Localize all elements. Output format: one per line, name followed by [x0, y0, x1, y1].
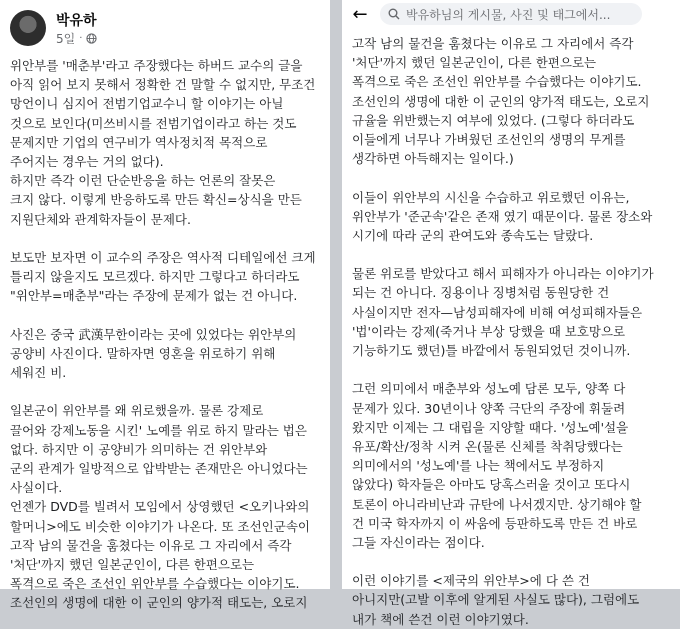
text-line: 군의 관계가 일방적으로 압박받는 존재만은 아니었다는	[10, 460, 308, 476]
text-line: 아직 읽어 보지 못해서 정확한 건 말할 수 없지만, 무조건	[10, 77, 316, 93]
text-line: 일본군이 위안부를 왜 위로했을까. 물론 강제로	[10, 403, 264, 419]
text-line: 사실이다.	[10, 480, 63, 496]
avatar[interactable]	[10, 10, 46, 46]
text-line: 위안부를 '매춘부'라고 주장했다는 하버드 교수의 글을	[10, 58, 303, 73]
text-line: 것으로 보인다(미쓰비시를 전범기업이라고 하는 것도	[10, 115, 297, 131]
text-line: '처단'까지 했던 일본군인이, 다른 한편으로는	[352, 55, 597, 71]
text-line: 폭격으로 죽은 조선인 위안부를 수습했다는 이야기도.	[352, 74, 642, 90]
post-panel-left	[0, 0, 330, 611]
text-line: 망언이니 심지어 전범기업교수니 할 이야기는 아닐	[10, 96, 284, 112]
paragraph-gap	[352, 360, 678, 379]
post-body-text-continued	[352, 34, 678, 629]
text-line: 이들에게 너무나 가벼웠던 조선인의 생명의 무게를	[352, 131, 626, 147]
paragraph-gap	[10, 229, 326, 248]
text-line: 고작 남의 물건을 훔쳤다는 이유로 그 자리에서 즉각	[10, 537, 292, 553]
search-icon	[388, 8, 400, 20]
text-line: 공양비 사진이다. 말하자면 영혼을 위로하기 위해	[10, 345, 276, 361]
text-line: 의미에서의 '성노예'를 나는 책에서도 부정하지	[352, 458, 605, 474]
text-line: 그들 자신이라는 점이다.	[352, 534, 485, 550]
text-line: 아니지만(고발 이후에 알게된 사실도 많다), 그럼에도	[352, 592, 640, 608]
text-line: 않았다) 학자들은 아마도 당혹스러울 것이고 또다시	[352, 477, 631, 493]
text-line: 폭격으로 죽은 조선인 위안부를 수습했다는 이야기도.	[10, 576, 300, 592]
text-line: 할머니>에도 비슷한 이야기가 나온다. 또 조선인군속이	[10, 518, 310, 534]
globe-icon	[86, 33, 97, 44]
text-line: 되는 건 아니다. 징용이나 징병처럼 동원당한 건	[352, 285, 610, 301]
text-line: 규율을 위반했는지 여부에 있었다. (그렇다 하더라도	[352, 112, 635, 128]
post-meta	[56, 30, 97, 47]
text-line: '법'이라는 강제(죽거나 부상 당했을 때 보호망으로	[352, 323, 626, 339]
text-line: 그런 의미에서 매춘부와 성노예 담론 모두, 양쪽 다	[352, 381, 626, 397]
search-placeholder: 박유하님의 게시물, 사진 및 태그에서...	[406, 7, 611, 22]
text-line: 생각하면 아득해지는 일이다.)	[352, 151, 514, 167]
text-line: 주어지는 경우는 거의 없다).	[10, 153, 164, 169]
text-line: 끌어와 강제노동을 시킨' 노예를 위로 하지 말라는 법은	[10, 422, 307, 438]
post-time[interactable]: 5일	[56, 32, 76, 46]
text-line: 하지만 즉각 이런 단순반응을 하는 언론의 잘못은	[10, 173, 276, 189]
text-line: 세워진 비.	[10, 365, 67, 380]
text-line: 고작 남의 물건을 훔쳤다는 이유로 그 자리에서 즉각	[352, 36, 634, 51]
text-line: 이들이 위안부의 시신을 수습하고 위로했던 이유는,	[352, 189, 630, 205]
text-line: 토론이 아니라비난과 규탄에 나서겠지만. 상기해야 할	[352, 496, 642, 512]
text-line: 시기에 따라 군의 관여도와 종속도는 달랐다.	[352, 227, 594, 243]
profile-search-input[interactable]	[380, 3, 642, 25]
text-line: 보도만 보자면 이 교수의 주장은 역사적 디테일에선 크게	[10, 249, 316, 265]
text-line: "위안부=매춘부"라는 주장에 문제가 없는 건 아니다.	[10, 288, 298, 304]
post-body-text	[10, 56, 326, 612]
text-line: 위안부가 '준군속'같은 존재 였기 때문이다. 물론 장소와	[352, 208, 653, 224]
meta-separator: ·	[79, 33, 83, 44]
post-header	[10, 8, 320, 48]
post-panel-right	[342, 0, 680, 627]
text-line: 문제지만 기업의 연구비가 역사정치적 목적으로	[10, 134, 268, 150]
text-line: 조선인의 생명에 대한 이 군인의 양가적 태도는, 오로지	[10, 595, 308, 611]
paragraph-gap	[352, 168, 678, 187]
text-line: 크지 않다. 이렇게 반응하도록 만든 확신=상식을 만든	[10, 192, 302, 208]
text-line: 사실이지만 전자—남성피해자에 비해 여성피해자들은	[352, 304, 643, 320]
text-line: 내가 책에 쓴건 이런 이야기였다.	[352, 611, 529, 627]
text-line: 물론 위로를 받았다고 해서 피해자가 아니라는 이야기가	[352, 266, 654, 282]
text-line: 없다. 하지만 이 공양비가 의미하는 건 위안부와	[10, 441, 268, 457]
text-line: 이런 이야기를 <제국의 위안부>에 다 쓴 건	[352, 573, 590, 589]
text-line: 문제가 있다. 30년이나 양쪽 극단의 주장에 휘둘려	[352, 400, 626, 416]
text-line: 조선인의 생명에 대한 이 군인의 양가적 태도는, 오로지	[352, 93, 650, 109]
text-line: 유포/확산/정착 시켜 온(물론 신체를 착취당했다는	[352, 438, 623, 454]
text-line: 언젠가 DVD를 빌려서 모임에서 상영했던 <오키나와의	[10, 499, 310, 515]
text-line: 왔지만 이제는 그 대립을 지양할 때다. '성노예'설을	[352, 419, 629, 435]
back-arrow-icon[interactable]: ←	[352, 3, 368, 25]
paragraph-gap	[10, 305, 326, 324]
text-line: 틀리지 않을지도 모르겠다. 하지만 그렇다고 하더라도	[10, 269, 300, 285]
paragraph-gap	[10, 382, 326, 401]
text-line: 사진은 중국 武漢무한이라는 곳에 있었다는 위안부의	[10, 326, 297, 342]
text-line: 건 미국 학자까지 이 싸움에 등판하도록 만든 건 바로	[352, 515, 638, 531]
text-line: 지원단체와 관계학자들이 문제다.	[10, 211, 191, 227]
text-line: 기능하기도 했던)틀 바깥에서 동원되었던 것이니까.	[352, 343, 631, 358]
paragraph-gap	[352, 245, 678, 264]
author-name[interactable]: 박유하	[56, 13, 97, 29]
text-line: '처단'까지 했던 일본군인이, 다른 한편으로는	[10, 556, 255, 572]
paragraph-gap	[352, 552, 678, 571]
search-bar-row	[342, 0, 680, 28]
